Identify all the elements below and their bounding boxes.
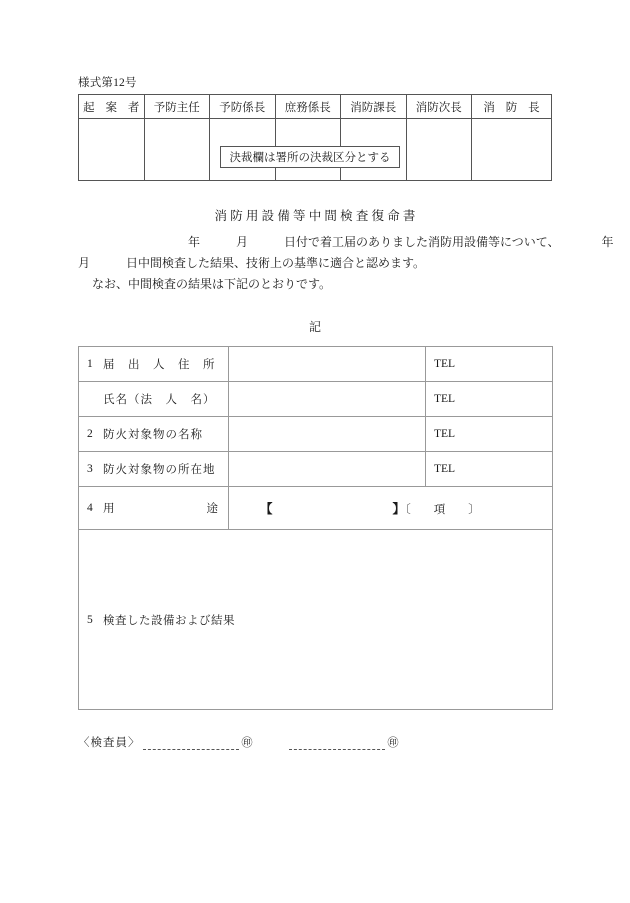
purpose-item-text: 〔 項 〕 — [405, 504, 480, 516]
body-text — [78, 232, 614, 295]
row-value-applicant-address[interactable] — [229, 347, 426, 382]
row-value-property-name[interactable] — [229, 417, 426, 452]
approval-header-cell-2 — [144, 95, 210, 119]
inspector-signature-row — [78, 734, 399, 750]
purpose-label-end: 途 — [206, 503, 218, 515]
purpose-bracket-close: 】 — [392, 502, 406, 516]
approval-header-cell-6 — [406, 95, 472, 119]
row-tel-applicant-address[interactable] — [426, 347, 553, 382]
ki-marker: 記 — [308, 320, 321, 334]
purpose-label-start: 用 — [103, 503, 115, 515]
approval-header-label-5: 消防課長 — [350, 101, 397, 114]
inspector-signature-slot-1[interactable] — [143, 734, 253, 750]
approval-header-row — [79, 95, 552, 119]
tel-label-1: TEL — [434, 358, 456, 370]
row-label-property-name — [79, 417, 229, 452]
approval-note-box — [220, 146, 400, 168]
approval-header-cell-1 — [79, 95, 145, 119]
approval-stamp-cell-7[interactable] — [472, 119, 552, 181]
table-row — [79, 530, 553, 710]
row-number-5: 4 — [87, 502, 93, 514]
row-tel-applicant-name[interactable] — [426, 382, 553, 417]
row-number-3: 2 — [87, 428, 93, 440]
approval-header-cell-4 — [275, 95, 341, 119]
approval-header-cell-7 — [472, 95, 552, 119]
table-row — [79, 382, 553, 417]
purpose-bracket-open: 【 — [260, 502, 273, 516]
row-label-text-results: 検査した設備および結果 — [103, 614, 235, 627]
approval-header-cell-3 — [210, 95, 276, 119]
main-form-table — [78, 346, 553, 710]
tel-label-3: TEL — [434, 428, 456, 440]
approval-stamp-cell-2[interactable] — [144, 119, 210, 181]
body-line-3: なお、中間検査の結果は下記のとおりです。 — [92, 277, 332, 291]
row-value-applicant-name[interactable] — [229, 382, 426, 417]
row-label-property-location — [79, 452, 229, 487]
inspector-signature-slot-2[interactable] — [289, 734, 399, 750]
row-inspected-equipment-results[interactable] — [79, 530, 553, 710]
row-number-6: 5 — [87, 613, 94, 626]
form-number: 様式第12号 — [78, 77, 137, 89]
approval-header-label-3: 予防係長 — [219, 101, 266, 114]
row-value-purpose[interactable] — [229, 487, 553, 530]
row-label-text-4: 防火対象物の所在地 — [103, 464, 216, 476]
row-label-applicant-address — [79, 347, 229, 382]
row-label-text-3: 防火対象物の名称 — [103, 429, 203, 441]
row-label-text-purpose — [103, 500, 220, 516]
approval-header-label-4: 庶務係長 — [284, 101, 331, 114]
inspector-label: 〈検査員〉 — [78, 737, 141, 749]
seal-icon-2: ㊞ — [387, 737, 399, 749]
table-row — [79, 487, 553, 530]
tel-label-4: TEL — [434, 463, 456, 475]
approval-header-label-7: 消 防 長 — [483, 101, 544, 114]
approval-stamp-cell-6[interactable] — [406, 119, 472, 181]
row-label-text-2: 氏名（法 人 名） — [103, 394, 216, 406]
row-label-applicant-name — [79, 382, 229, 417]
body-line-2: 月 日中間検査した結果、技術上の基準に適合と認めます。 — [78, 256, 426, 270]
approval-header-label-6: 消防次長 — [415, 101, 462, 114]
approval-stamp-cell-1[interactable] — [79, 119, 145, 181]
approval-note-text: 決裁欄は署所の決裁区分とする — [229, 152, 391, 164]
row-tel-property-name[interactable] — [426, 417, 553, 452]
tel-label-2: TEL — [434, 393, 456, 405]
approval-header-label-2: 予防主任 — [153, 101, 200, 114]
row-label-purpose — [79, 487, 229, 530]
table-row — [79, 452, 553, 487]
approval-header-cell-5 — [341, 95, 407, 119]
row-label-text-1: 届 出 人 住 所 — [103, 359, 216, 371]
table-row — [79, 417, 553, 452]
signature-line-2[interactable] — [289, 739, 385, 750]
approval-header-label-1: 起 案 者 — [83, 101, 144, 114]
row-tel-property-location[interactable] — [426, 452, 553, 487]
row-value-property-location[interactable] — [229, 452, 426, 487]
page-title: 消防用設備等中間検査復命書 — [214, 209, 419, 223]
row-number-1: 1 — [87, 358, 93, 370]
body-line-1: 年 月 日付で着工届のありました消防用設備等について、 年 — [140, 235, 614, 249]
table-row — [79, 347, 553, 382]
seal-icon-1: ㊞ — [241, 737, 253, 749]
signature-line-1[interactable] — [143, 739, 239, 750]
row-number-4: 3 — [87, 463, 93, 475]
